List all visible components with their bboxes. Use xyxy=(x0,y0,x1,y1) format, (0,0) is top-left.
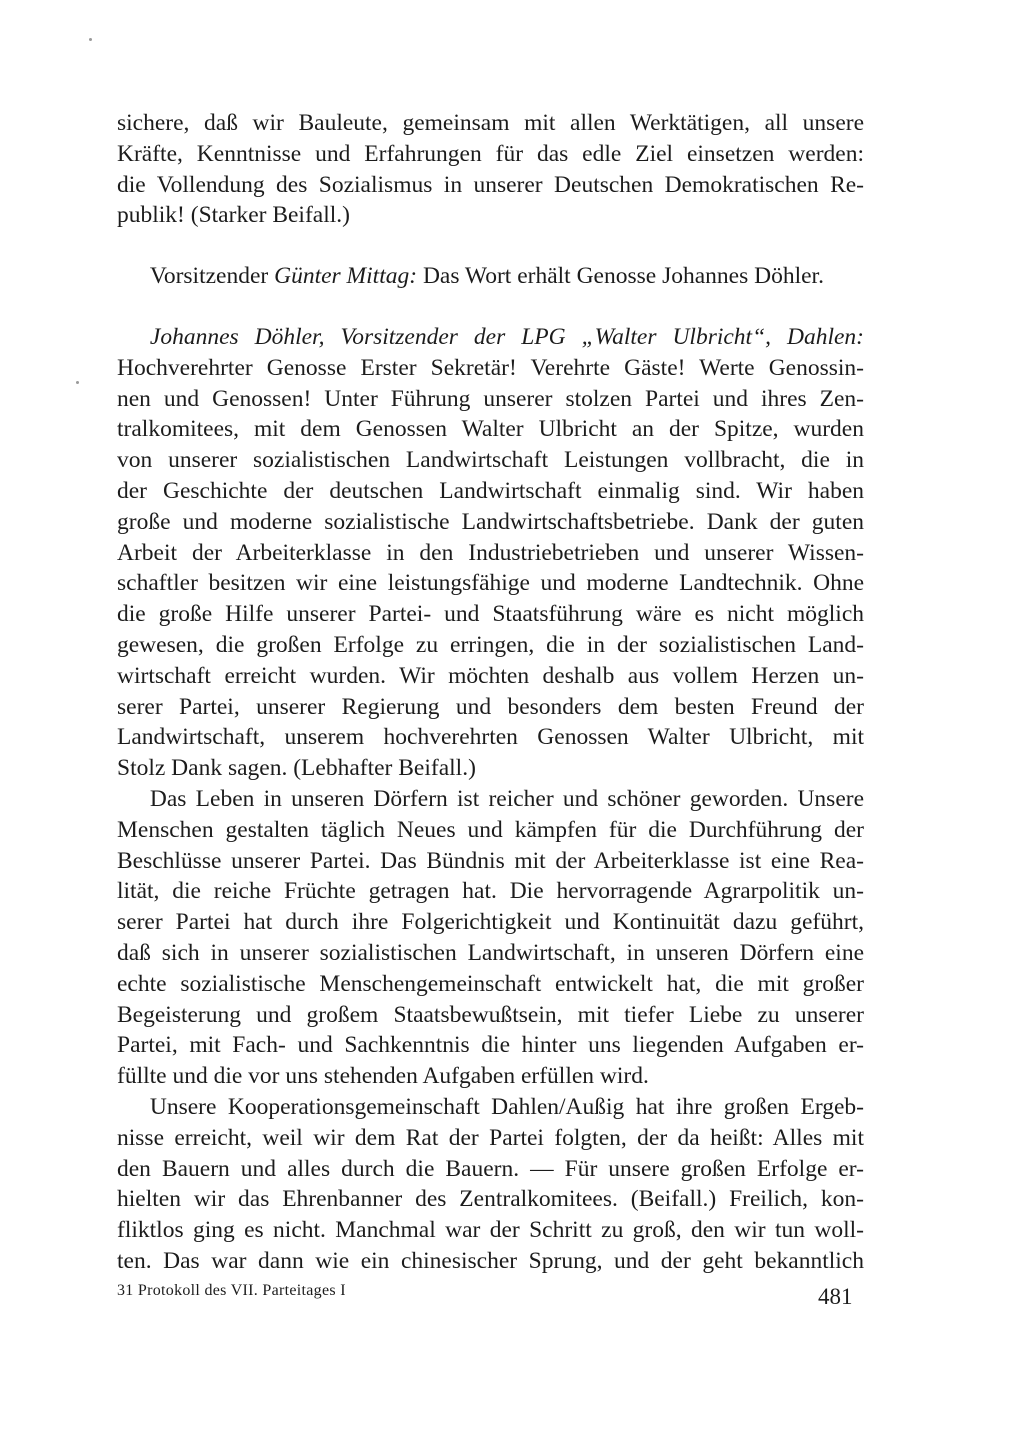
text-line: serer Partei, unserer Regierung und besonders dem besten Freund der xyxy=(117,693,864,720)
text-line: Hochverehrter Genosse Erster Sekretär! Verehrte Gäste! Werte Genossin- xyxy=(117,354,864,381)
text-line: große und moderne sozialistische Landwirtschaftsbetriebe. Dank der guten xyxy=(117,508,864,535)
text-line: füllte und die vor uns stehenden Aufgaben erfüllen wird. xyxy=(117,1063,649,1090)
text-line: Arbeit der Arbeiterklasse in den Industriebetrieben und unserer Wissen- xyxy=(117,539,864,566)
scan-speck xyxy=(89,38,92,41)
chairman-announcement xyxy=(117,261,864,292)
text-line: Beschlüsse unserer Partei. Das Bündnis mit der Arbeiterklasse ist eine Rea- xyxy=(117,847,864,874)
text-line: die Vollendung des Sozialismus in unserer Deutschen Demokratischen Re- xyxy=(117,171,864,198)
printer-signature: 31 Protokoll des VII. Parteitages I xyxy=(117,1282,346,1299)
text-line: Partei, mit Fach- und Sachkenntnis die hinter uns liegenden Aufgaben er- xyxy=(117,1032,864,1059)
text-line: gewesen, die großen Erfolge zu erringen, die in der sozialistischen Land- xyxy=(117,631,864,658)
text-line: tralkomitees, mit dem Genossen Walter Ulbricht an der Spitze, wurden xyxy=(117,416,864,443)
text-line: nisse erreicht, weil wir dem Rat der Partei folgten, der da heißt: Alles mit xyxy=(117,1124,864,1151)
speaker-heading: Johannes Döhler, Vorsitzender der LPG „Walter Ulbricht“, Dahlen: xyxy=(149,324,864,350)
text-line: nen und Genossen! Unter Führung unserer stolzen Partei und ihres Zen- xyxy=(117,385,864,412)
page-number: 481 xyxy=(818,1284,853,1309)
text-line: der Geschichte der deutschen Landwirtschaft einmalig sind. Wir haben xyxy=(117,477,864,504)
text-line: lität, die reiche Früchte getragen hat. Die hervorragende Agrarpolitik un- xyxy=(117,878,864,905)
text-line: publik! (Starker Beifall.) xyxy=(117,202,350,229)
text-line xyxy=(117,261,864,292)
text-line: die große Hilfe unserer Partei- und Staatsführung wäre es nicht möglich xyxy=(117,601,864,628)
text-line: daß sich in unserer sozialistischen Landwirtschaft, in unseren Dörfern eine xyxy=(117,939,864,966)
text-line: von unserer sozialistischen Landwirtschaft Leistungen vollbracht, die in xyxy=(117,447,864,474)
text-line: Stolz Dank sagen. (Lebhafter Beifall.) xyxy=(117,755,476,782)
text-line: serer Partei hat durch ihre Folgerichtigkeit und Kontinuität dazu geführt, xyxy=(117,909,864,936)
text-line: schaftler besitzen wir eine leistungsfähige und moderne Landtechnik. Ohne xyxy=(117,570,864,597)
text-line: Kräfte, Kenntnisse und Erfahrungen für das edle Ziel einsetzen werden: xyxy=(117,140,864,167)
text-line: Landwirtschaft, unserem hochverehrten Genossen Walter Ulbricht, mit xyxy=(117,724,864,751)
announcement-text: Das Wort erhält Genosse Johannes Döhler. xyxy=(417,263,824,289)
text-line: ten. Das war dann wie ein chinesischer Sprung, und der geht bekanntlich xyxy=(117,1247,864,1274)
text-line: wirtschaft erreicht wurden. Wir möchten deshalb aus vollem Herzen un- xyxy=(117,662,864,689)
text-line: Begeisterung und großem Staatsbewußtsein, mit tiefer Liebe zu unserer xyxy=(117,1001,864,1028)
text-line: sichere, daß wir Bauleute, gemeinsam mit allen Werktätigen, all unsere xyxy=(117,110,864,136)
scan-speck xyxy=(76,381,79,384)
text-line: Unsere Kooperationsgemeinschaft Dahlen/Außig hat ihre großen Ergeb- xyxy=(149,1093,864,1120)
speech-block xyxy=(117,322,864,1277)
announcement-prefix: Vorsitzender xyxy=(149,263,275,289)
text-line: echte sozialistische Menschengemeinschaft entwickelt hat, die mit großer xyxy=(117,970,864,997)
text-line: Das Leben in unseren Dörfern ist reicher und schöner geworden. Unsere xyxy=(149,785,864,812)
text-line: fliktlos ging es nicht. Manchmal war der Schritt zu groß, den wir tun woll- xyxy=(117,1217,864,1244)
text-line: den Bauern und alles durch die Bauern. — Für unsere großen Erfolge er- xyxy=(117,1155,864,1182)
text-line: Menschen gestalten täglich Neues und kämpfen für die Durchführung der xyxy=(117,816,864,843)
text-line: hielten wir das Ehrenbanner des Zentralkomitees. (Beifall.) Freilich, kon- xyxy=(117,1186,864,1213)
paragraph-continuation xyxy=(117,108,864,231)
announcement-speaker: Günter Mittag: xyxy=(274,263,418,289)
